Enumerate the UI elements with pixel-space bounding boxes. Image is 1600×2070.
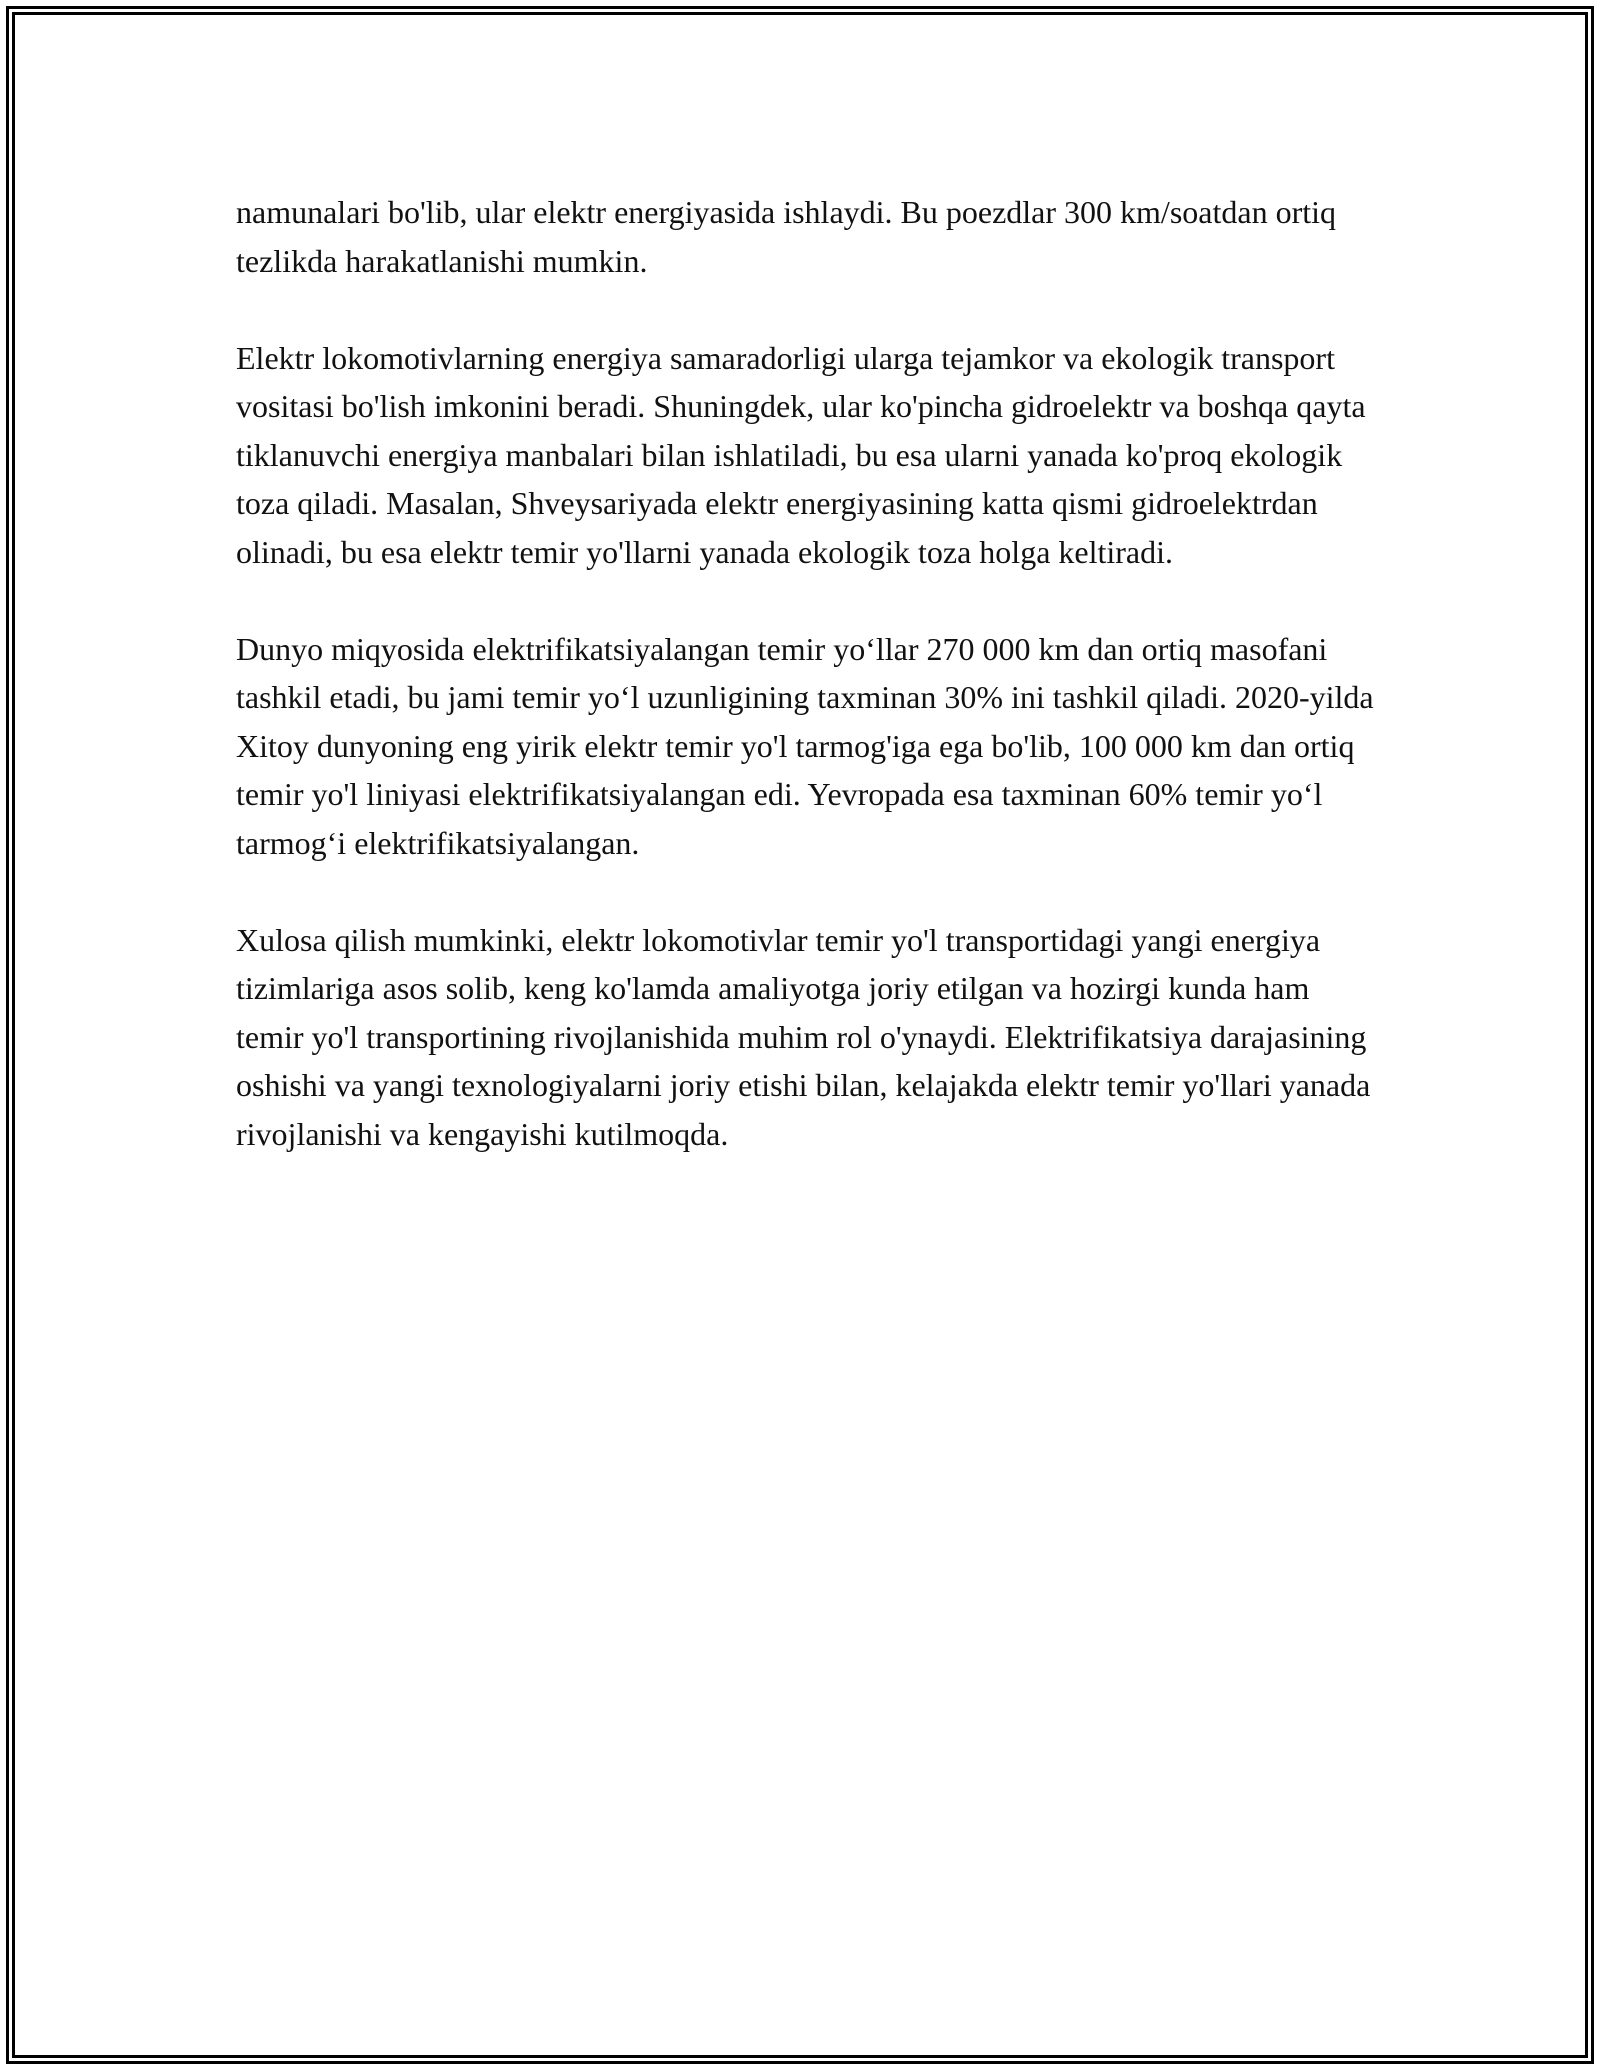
paragraph-3: Dunyo miqyosida elektrifikatsiyalangan temir yo‘llar 270 000 km dan ortiq masofani tashkil etadi, bu jami temir yo‘l uzunligining taxminan 30% ini tashkil qiladi. 2020-yilda Xitoy dunyoning eng yirik elektr temir yo'l tarmog'iga ega bo'lib, 100 000 km dan ortiq temir yo'l liniyasi elektrifikatsiyalangan edi. Yevropada esa taxminan 60% temir yo‘l tarmog‘i elektrifikatsiyalangan. — [236, 630, 1374, 861]
document-body — [236, 188, 1376, 1158]
paragraph-4: Xulosa qilish mumkinki, elektr lokomotivlar temir yo'l transportidagi yangi energiya tizimlariga asos solib, keng ko'lamda amaliyotga joriy etilgan va hozirgi kunda ham temir yo'l transportining rivojlanishida muhim rol o'ynaydi. Elektrifikatsiya darajasining oshishi va yangi texnologiyalarni joriy etishi bilan, kelajakda elektr temir yo'llari yanada rivojlanishi va kengayishi kutilmoqda. — [236, 921, 1371, 1152]
paragraph-1: namunalari bo'lib, ular elektr energiyasida ishlaydi. Bu poezdlar 300 km/soatdan ortiq tezlikda harakatlanishi mumkin. — [236, 194, 1336, 279]
paragraph-2: Elektr lokomotivlarning energiya samaradorligi ularga tejamkor va ekologik transport vositasi bo'lish imkonini beradi. Shuningdek, ular ko'pincha gidroelektr va boshqa qayta tiklanuvchi energiya manbalari bilan ishlatiladi, bu esa ularni yanada ko'proq ekologik toza qiladi. Masalan, Shveysariyada elektr energiyasining katta qismi gidroelektrdan olinadi, bu esa elektr temir yo'llarni yanada ekologik toza holga keltiradi. — [236, 339, 1366, 570]
